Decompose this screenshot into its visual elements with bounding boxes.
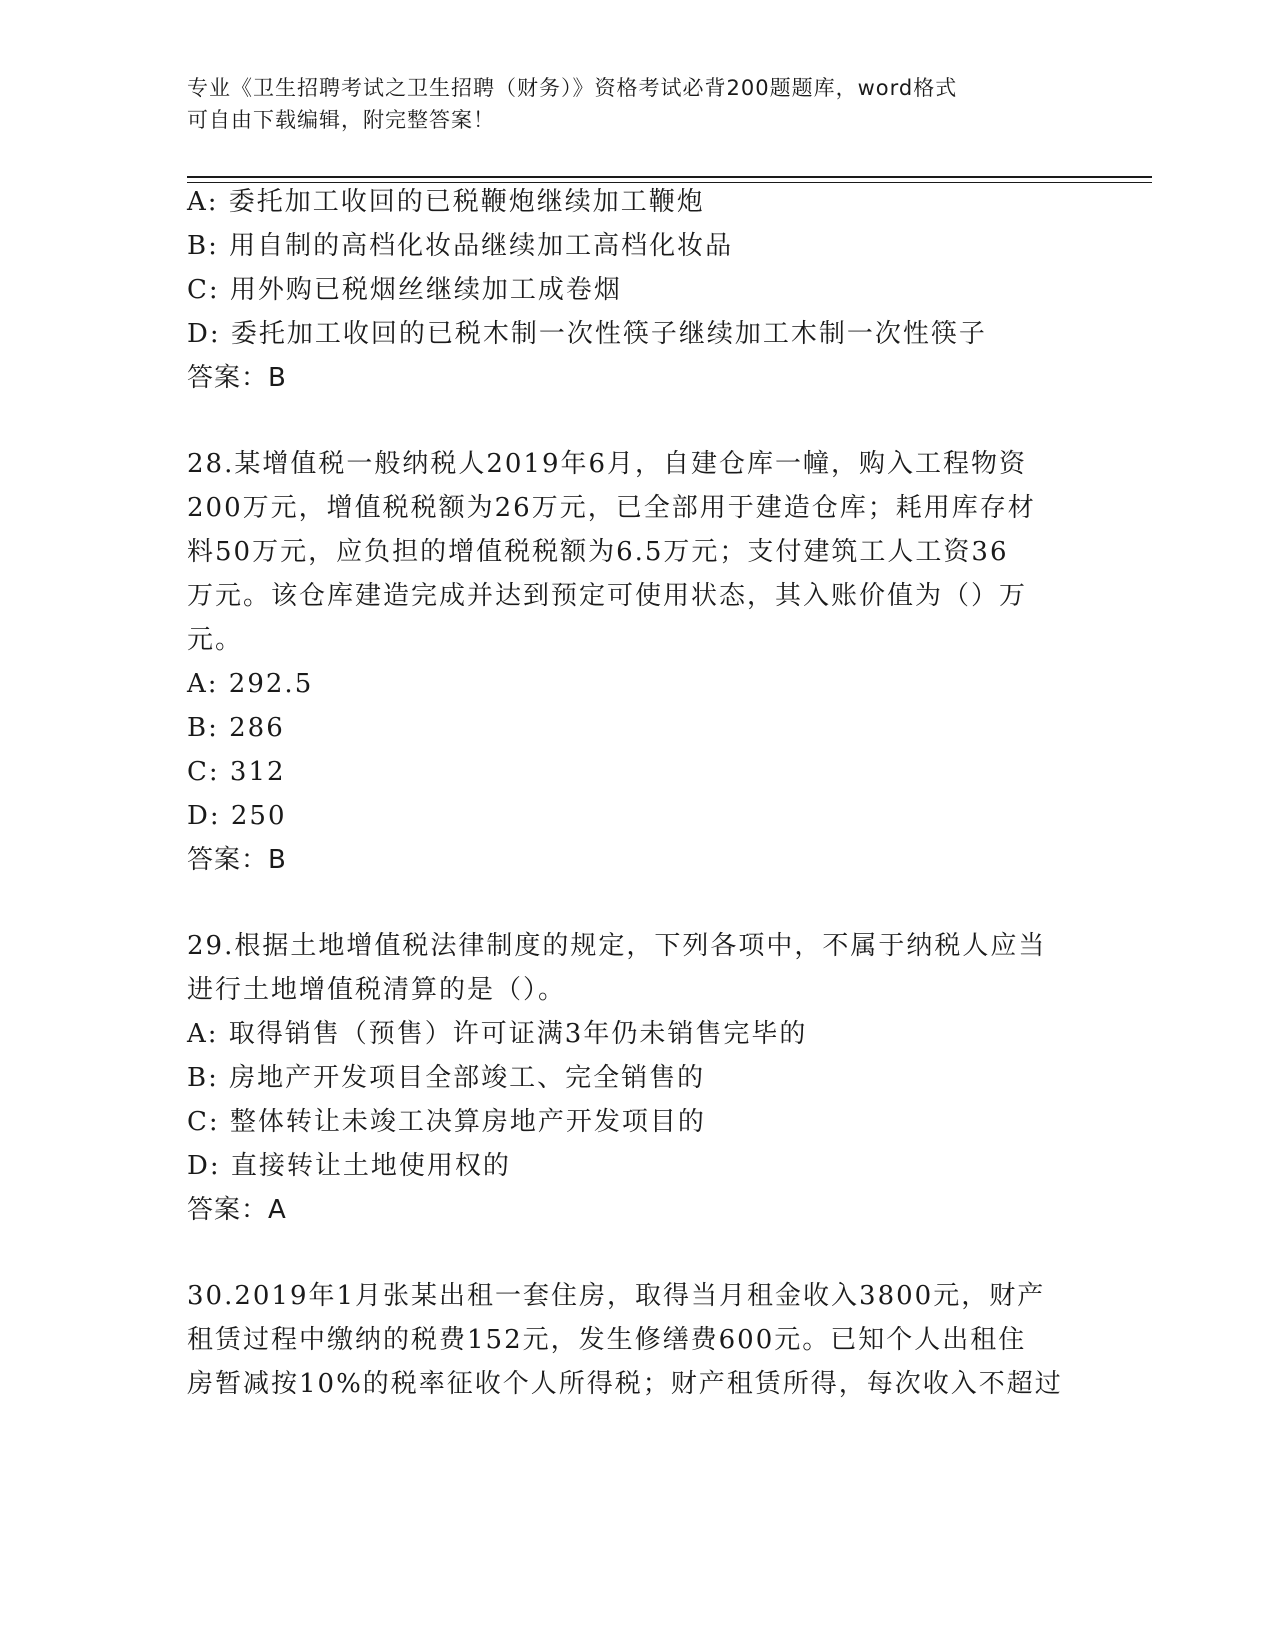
q29-option-d: D: 直接转让土地使用权的	[187, 1151, 511, 1181]
header-line-2: 可自由下载编辑，附完整答案！	[187, 108, 495, 132]
q27-option-b: B: 用自制的高档化妆品继续加工高档化妆品	[187, 231, 734, 261]
q29-option-b: B: 房地产开发项目全部竣工、完全销售的	[187, 1063, 706, 1093]
q30-stem-line-2: 租赁过程中缴纳的税费152元，发生修缮费600元。已知个人出租住	[187, 1325, 1027, 1355]
q30-stem-line-3: 房暂减按10%的税率征收个人所得税；财产租赁所得，每次收入不超过	[187, 1369, 1063, 1399]
q28-option-d: D: 250	[187, 801, 287, 831]
q28-option-a: A: 292.5	[187, 669, 314, 699]
q29-option-a: A: 取得销售（预售）许可证满3年仍未销售完毕的	[187, 1019, 808, 1049]
header-divider-thin	[187, 182, 1152, 183]
q29-stem-line-2: 进行土地增值税清算的是（）。	[187, 975, 567, 1005]
q28-option-c: C: 312	[187, 757, 286, 787]
q28-stem-line-4: 万元。该仓库建造完成并达到预定可使用状态，其入账价值为（）万	[187, 581, 1028, 611]
q28-option-b: B: 286	[187, 713, 285, 743]
q28-stem-line-1: 28.某增值税一般纳税人2019年6月，自建仓库一幢，购入工程物资	[187, 449, 1028, 479]
document-header	[187, 72, 1087, 136]
header-divider-thick	[187, 176, 1152, 178]
q27-option-a: A: 委托加工收回的已税鞭炮继续加工鞭炮	[187, 187, 705, 217]
q30-stem-line-1: 30.2019年1月张某出租一套住房，取得当月租金收入3800元，财产	[187, 1281, 1046, 1311]
q28-answer: 答案：B	[187, 845, 287, 875]
q28-stem-line-5: 元。	[187, 625, 244, 655]
q29-answer: 答案：A	[187, 1195, 287, 1225]
q29-stem-line-1: 29.根据土地增值税法律制度的规定，下列各项中，不属于纳税人应当	[187, 931, 1047, 961]
header-line-1: 专业《卫生招聘考试之卫生招聘（财务）》资格考试必背200题题库，word格式	[187, 76, 958, 100]
q28-stem-line-3: 料50万元，应负担的增值税税额为6.5万元；支付建筑工人工资36	[187, 537, 1009, 567]
q28-stem-line-2: 200万元，增值税税额为26万元，已全部用于建造仓库；耗用库存材	[187, 493, 1036, 523]
q29-option-c: C: 整体转让未竣工决算房地产开发项目的	[187, 1107, 706, 1137]
q27-answer: 答案：B	[187, 363, 287, 393]
q27-option-d: D: 委托加工收回的已税木制一次性筷子继续加工木制一次性筷子	[187, 319, 987, 349]
q27-option-c: C: 用外购已税烟丝继续加工成卷烟	[187, 275, 622, 305]
